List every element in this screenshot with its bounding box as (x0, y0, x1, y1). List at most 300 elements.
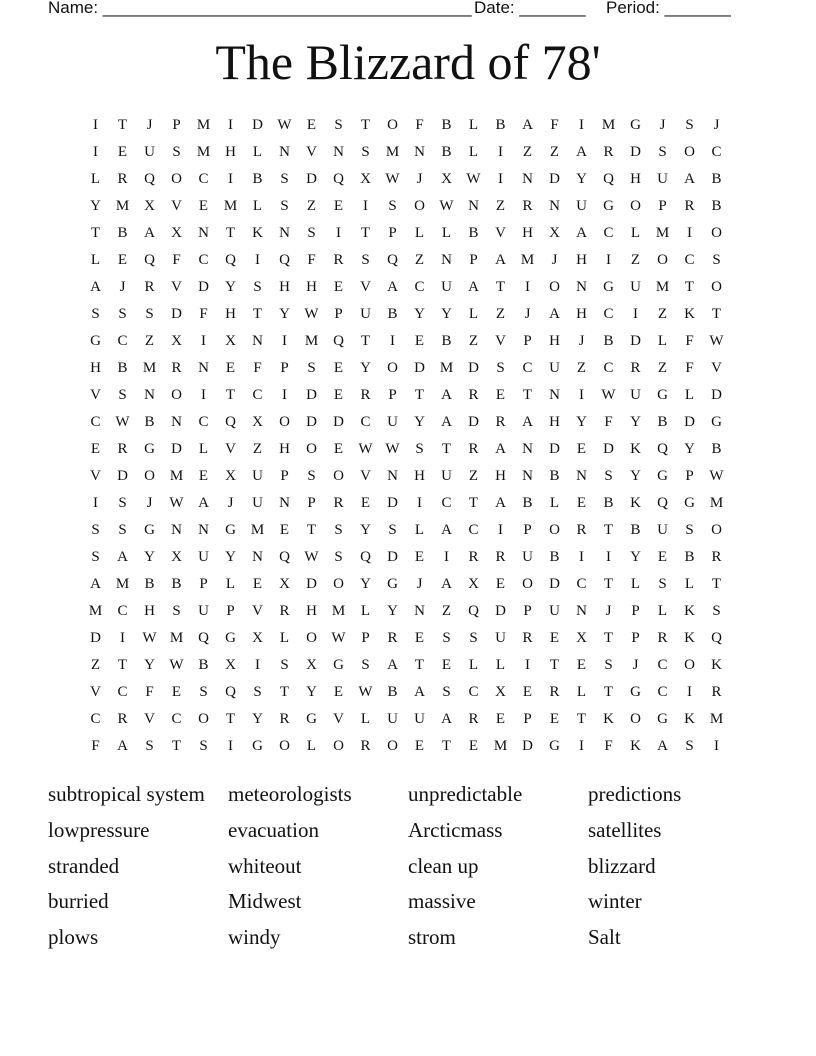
grid-letter: S (307, 225, 316, 241)
grid-letter: Y (279, 306, 290, 322)
grid-letter: D (468, 360, 479, 376)
grid-letter: E (333, 360, 344, 376)
grid-letter: W (385, 441, 400, 457)
grid-letter: B (144, 576, 155, 592)
grid-letter: R (522, 630, 533, 646)
grid-letter: T (495, 279, 506, 295)
grid-letter: O (144, 468, 155, 484)
grid-letter: N (387, 468, 398, 484)
grid-letter: H (306, 603, 317, 619)
word-bank-item: evacuation (228, 817, 319, 842)
word-bank-item: meteorologists (228, 782, 352, 806)
grid-letter: C (171, 711, 182, 727)
word-search-grid (82, 112, 730, 760)
grid-letter: W (466, 171, 481, 187)
grid-letter: G (144, 522, 155, 538)
grid-letter: R (333, 252, 344, 268)
grid-letter: M (493, 738, 508, 754)
grid-letter: O (279, 738, 290, 754)
grid-letter: L (252, 144, 263, 160)
grid-letter: V (711, 360, 722, 376)
grid-letter: V (252, 603, 263, 619)
name-field[interactable]: Name: _______________________________________ (48, 0, 472, 17)
grid-letter: D (414, 360, 425, 376)
grid-letter: I (633, 306, 638, 322)
grid-letter: S (172, 603, 181, 619)
grid-letter: T (225, 711, 236, 727)
grid-letter: U (657, 171, 668, 187)
grid-letter: I (579, 549, 584, 565)
grid-letter: A (522, 414, 533, 430)
grid-letter: H (225, 306, 236, 322)
grid-letter: E (414, 630, 425, 646)
grid-letter: R (279, 603, 290, 619)
grid-letter: T (90, 225, 101, 241)
grid-letter: P (280, 360, 289, 376)
grid-letter: P (199, 576, 208, 592)
grid-letter: N (576, 279, 587, 295)
grid-letter: G (630, 117, 641, 133)
grid-letter: L (306, 738, 317, 754)
grid-letter: H (576, 252, 587, 268)
grid-letter: V (360, 279, 371, 295)
grid-letter: L (414, 225, 425, 241)
grid-letter: N (198, 225, 209, 241)
grid-letter: R (279, 711, 290, 727)
grid-letter: U (549, 360, 560, 376)
grid-letter: A (117, 549, 128, 565)
grid-letter: L (630, 225, 641, 241)
grid-letter: K (684, 603, 695, 619)
grid-letter: T (117, 117, 128, 133)
word-bank-item: plows (48, 925, 99, 949)
grid-letter: R (117, 441, 128, 457)
grid-letter: N (549, 198, 560, 214)
grid-letter: Q (711, 630, 722, 646)
grid-letter: Z (306, 198, 317, 214)
grid-letter: F (253, 360, 262, 376)
grid-letter: L (90, 252, 101, 268)
grid-letter: R (684, 198, 695, 214)
grid-letter: K (252, 225, 263, 241)
grid-letter: R (576, 522, 587, 538)
grid-letter: G (630, 684, 641, 700)
grid-letter: F (91, 738, 100, 754)
grid-letter: E (414, 549, 425, 565)
grid-letter: G (657, 468, 668, 484)
grid-letter: M (439, 360, 454, 376)
grid-letter: D (306, 576, 317, 592)
grid-letter: O (333, 468, 344, 484)
grid-letter: D (171, 441, 182, 457)
grid-letter: S (604, 468, 613, 484)
grid-letter: D (549, 171, 560, 187)
grid-letter: C (117, 603, 128, 619)
grid-letter: X (225, 468, 236, 484)
grid-letter: I (444, 549, 449, 565)
grid-letter: O (171, 171, 182, 187)
grid-letter: D (117, 468, 128, 484)
grid-letter: N (414, 603, 425, 619)
grid-letter: B (522, 495, 533, 511)
grid-letter: A (441, 387, 452, 403)
grid-letter: J (659, 117, 666, 133)
grid-letter: Y (387, 603, 398, 619)
grid-letter: I (228, 738, 233, 754)
grid-letter: I (255, 252, 260, 268)
grid-letter: U (360, 306, 371, 322)
grid-letter: J (605, 603, 612, 619)
grid-letter: C (522, 360, 533, 376)
grid-letter: I (201, 387, 206, 403)
grid-letter: G (603, 279, 614, 295)
period-field[interactable]: Period: _______ (606, 0, 731, 17)
grid-letter: S (658, 144, 667, 160)
grid-letter: A (144, 225, 155, 241)
grid-letter: C (657, 684, 668, 700)
grid-letter: C (468, 684, 479, 700)
grid-letter: W (169, 657, 184, 673)
grid-letter: H (549, 414, 560, 430)
grid-letter: P (523, 603, 532, 619)
grid-letter: B (117, 225, 128, 241)
grid-letter: Z (468, 468, 479, 484)
grid-letter: S (712, 603, 721, 619)
grid-letter: I (579, 738, 584, 754)
grid-letter: P (307, 495, 316, 511)
grid-letter: P (226, 603, 235, 619)
grid-letter: N (522, 441, 533, 457)
word-bank-item: clean up (408, 853, 479, 878)
grid-letter: A (576, 225, 587, 241)
grid-letter: S (361, 252, 370, 268)
grid-letter: R (387, 630, 398, 646)
grid-letter: C (90, 414, 101, 430)
grid-letter: E (333, 198, 344, 214)
grid-letter: J (713, 117, 720, 133)
grid-letter: N (441, 252, 452, 268)
grid-letter: X (252, 414, 263, 430)
grid-letter: C (441, 495, 452, 511)
grid-letter: L (468, 306, 479, 322)
grid-letter: I (606, 549, 611, 565)
grid-letter: R (117, 171, 128, 187)
grid-letter: E (576, 657, 587, 673)
grid-letter: P (334, 306, 343, 322)
grid-letter: I (525, 657, 530, 673)
grid-letter: B (603, 495, 614, 511)
grid-letter: L (684, 387, 695, 403)
grid-letter: R (603, 144, 614, 160)
grid-letter: S (280, 171, 289, 187)
grid-letter: O (522, 576, 533, 592)
grid-letter: T (360, 225, 371, 241)
word-bank-item: subtropical system (48, 782, 205, 806)
grid-letter: X (171, 333, 182, 349)
grid-letter: P (685, 468, 694, 484)
grid-letter: S (145, 738, 154, 754)
grid-letter: Z (657, 306, 668, 322)
grid-letter: H (225, 144, 236, 160)
grid-letter: P (388, 225, 397, 241)
grid-letter: X (225, 333, 236, 349)
grid-letter: G (387, 576, 398, 592)
grid-letter: B (657, 414, 668, 430)
grid-letter: Y (630, 414, 641, 430)
grid-letter: T (360, 117, 371, 133)
grid-letter: W (439, 198, 454, 214)
grid-letter: U (630, 387, 641, 403)
grid-letter: Y (360, 522, 371, 538)
grid-letter: G (549, 738, 560, 754)
grid-letter: H (576, 306, 587, 322)
grid-letter: Y (144, 549, 155, 565)
grid-letter: K (711, 657, 722, 673)
grid-letter: E (414, 333, 425, 349)
grid-letter: Q (144, 171, 155, 187)
grid-letter: S (388, 198, 397, 214)
grid-letter: U (252, 495, 263, 511)
word-bank-item: predictions (588, 782, 682, 806)
grid-letter: O (711, 522, 722, 538)
grid-letter: M (304, 333, 319, 349)
grid-letter: O (306, 441, 317, 457)
date-field[interactable]: Date: _______ (474, 0, 586, 17)
grid-letter: H (549, 333, 560, 349)
grid-letter: B (441, 333, 452, 349)
grid-letter: A (657, 738, 668, 754)
grid-letter: A (387, 657, 398, 673)
grid-letter: H (90, 360, 101, 376)
grid-letter: Y (90, 198, 101, 214)
grid-letter: T (711, 576, 722, 592)
grid-letter: C (198, 171, 209, 187)
word-bank-item: blizzard (588, 853, 656, 878)
grid-letter: R (549, 684, 560, 700)
grid-letter: A (441, 576, 452, 592)
grid-letter: T (414, 657, 425, 673)
grid-letter: F (604, 738, 613, 754)
grid-letter: P (280, 468, 289, 484)
grid-letter: Z (90, 657, 101, 673)
grid-letter: P (631, 630, 640, 646)
grid-letter: D (387, 495, 398, 511)
grid-letter: F (307, 252, 316, 268)
grid-letter: G (711, 414, 722, 430)
grid-letter: R (144, 279, 155, 295)
grid-letter: P (523, 522, 532, 538)
grid-letter: E (279, 522, 290, 538)
grid-letter: S (280, 198, 289, 214)
grid-letter: M (88, 603, 103, 619)
grid-letter: D (495, 603, 506, 619)
grid-letter: L (414, 522, 425, 538)
grid-letter: B (495, 117, 506, 133)
grid-letter: B (468, 225, 479, 241)
grid-letter: T (252, 306, 263, 322)
grid-letter: R (495, 549, 506, 565)
grid-letter: G (333, 657, 344, 673)
grid-letter: S (307, 468, 316, 484)
grid-letter: W (142, 630, 157, 646)
grid-letter: N (279, 144, 290, 160)
grid-letter: C (198, 252, 209, 268)
grid-letter: M (385, 144, 400, 160)
grid-letter: C (90, 711, 101, 727)
grid-letter: I (390, 333, 395, 349)
word-bank-item: stranded (48, 853, 120, 878)
grid-letter: V (90, 387, 101, 403)
grid-letter: Z (630, 252, 641, 268)
grid-letter: I (525, 279, 530, 295)
grid-letter: S (118, 522, 127, 538)
grid-letter: O (171, 387, 182, 403)
grid-letter: C (711, 144, 722, 160)
grid-letter: Y (225, 279, 236, 295)
grid-letter: T (603, 576, 614, 592)
grid-letter: M (169, 468, 184, 484)
grid-letter: G (603, 198, 614, 214)
grid-letter: A (198, 495, 209, 511)
grid-letter: H (306, 279, 317, 295)
grid-letter: T (603, 522, 614, 538)
grid-letter: E (117, 144, 128, 160)
grid-letter: S (388, 522, 397, 538)
grid-letter: U (495, 630, 506, 646)
grid-letter: Q (387, 252, 398, 268)
grid-letter: E (171, 684, 182, 700)
grid-letter: X (549, 225, 560, 241)
grid-letter: V (171, 198, 182, 214)
grid-letter: W (358, 441, 373, 457)
grid-letter: U (549, 603, 560, 619)
grid-letter: T (360, 333, 371, 349)
grid-letter: F (415, 117, 424, 133)
grid-letter: I (93, 144, 98, 160)
grid-letter: C (468, 522, 479, 538)
grid-letter: C (603, 306, 614, 322)
grid-letter: S (118, 306, 127, 322)
grid-letter: A (90, 576, 101, 592)
grid-letter: E (360, 495, 371, 511)
grid-letter: I (714, 738, 719, 754)
grid-letter: D (522, 738, 533, 754)
grid-letter: S (199, 684, 208, 700)
grid-letter: W (277, 117, 292, 133)
grid-letter: S (685, 738, 694, 754)
grid-letter: E (495, 711, 506, 727)
grid-letter: U (387, 414, 398, 430)
grid-letter: Z (657, 360, 668, 376)
grid-letter: A (117, 738, 128, 754)
word-bank-item: winter (588, 889, 642, 914)
grid-letter: D (90, 630, 101, 646)
grid-letter: B (711, 171, 722, 187)
grid-letter: L (468, 657, 479, 673)
grid-letter: N (333, 144, 344, 160)
grid-letter: X (252, 630, 263, 646)
grid-letter: A (441, 414, 452, 430)
grid-letter: I (255, 657, 260, 673)
grid-letter: S (334, 522, 343, 538)
grid-letter: Z (522, 144, 533, 160)
grid-letter: F (550, 117, 559, 133)
grid-letter: L (630, 576, 641, 592)
grid-letter: W (331, 630, 346, 646)
grid-letter: S (145, 306, 154, 322)
grid-letter: D (684, 414, 695, 430)
grid-letter: F (604, 414, 613, 430)
grid-letter: Y (630, 468, 641, 484)
grid-letter: M (115, 198, 130, 214)
grid-letter: K (684, 630, 695, 646)
grid-letter: W (709, 468, 724, 484)
grid-letter: X (576, 630, 587, 646)
grid-letter: G (306, 711, 317, 727)
grid-letter: Y (225, 549, 236, 565)
grid-letter: D (549, 576, 560, 592)
grid-letter: T (306, 522, 317, 538)
grid-letter: S (685, 522, 694, 538)
grid-letter: Y (414, 306, 425, 322)
grid-letter: W (169, 495, 184, 511)
grid-letter: E (333, 441, 344, 457)
grid-letter: Q (603, 171, 614, 187)
grid-letter: I (687, 225, 692, 241)
grid-letter: M (250, 522, 265, 538)
grid-letter: D (630, 333, 641, 349)
grid-letter: B (549, 468, 560, 484)
grid-letter: K (630, 495, 641, 511)
grid-letter: R (711, 549, 722, 565)
grid-letter: D (387, 549, 398, 565)
grid-letter: U (576, 198, 587, 214)
grid-letter: S (469, 630, 478, 646)
grid-letter: B (117, 360, 128, 376)
grid-letter: B (711, 198, 722, 214)
grid-letter: R (117, 711, 128, 727)
grid-letter: N (279, 225, 290, 241)
grid-letter: Y (252, 711, 263, 727)
grid-letter: J (524, 306, 531, 322)
grid-letter: G (252, 738, 263, 754)
grid-letter: Y (360, 576, 371, 592)
grid-letter: O (711, 279, 722, 295)
grid-letter: K (684, 711, 695, 727)
grid-letter: G (684, 495, 695, 511)
grid-letter: M (142, 360, 157, 376)
grid-letter: R (711, 684, 722, 700)
grid-letter: D (549, 441, 560, 457)
grid-letter: I (93, 117, 98, 133)
grid-letter: T (522, 387, 533, 403)
grid-letter: X (468, 576, 479, 592)
grid-letter: E (198, 198, 209, 214)
grid-letter: I (282, 387, 287, 403)
grid-letter: I (498, 144, 503, 160)
grid-letter: V (144, 711, 155, 727)
grid-letter: L (360, 603, 371, 619)
grid-letter: E (468, 738, 479, 754)
grid-letter: C (252, 387, 263, 403)
grid-letter: L (441, 225, 452, 241)
grid-letter: T (117, 657, 128, 673)
grid-letter: U (630, 279, 641, 295)
grid-letter: D (252, 117, 263, 133)
grid-letter: J (227, 495, 234, 511)
grid-letter: J (146, 495, 153, 511)
grid-letter: B (198, 657, 209, 673)
